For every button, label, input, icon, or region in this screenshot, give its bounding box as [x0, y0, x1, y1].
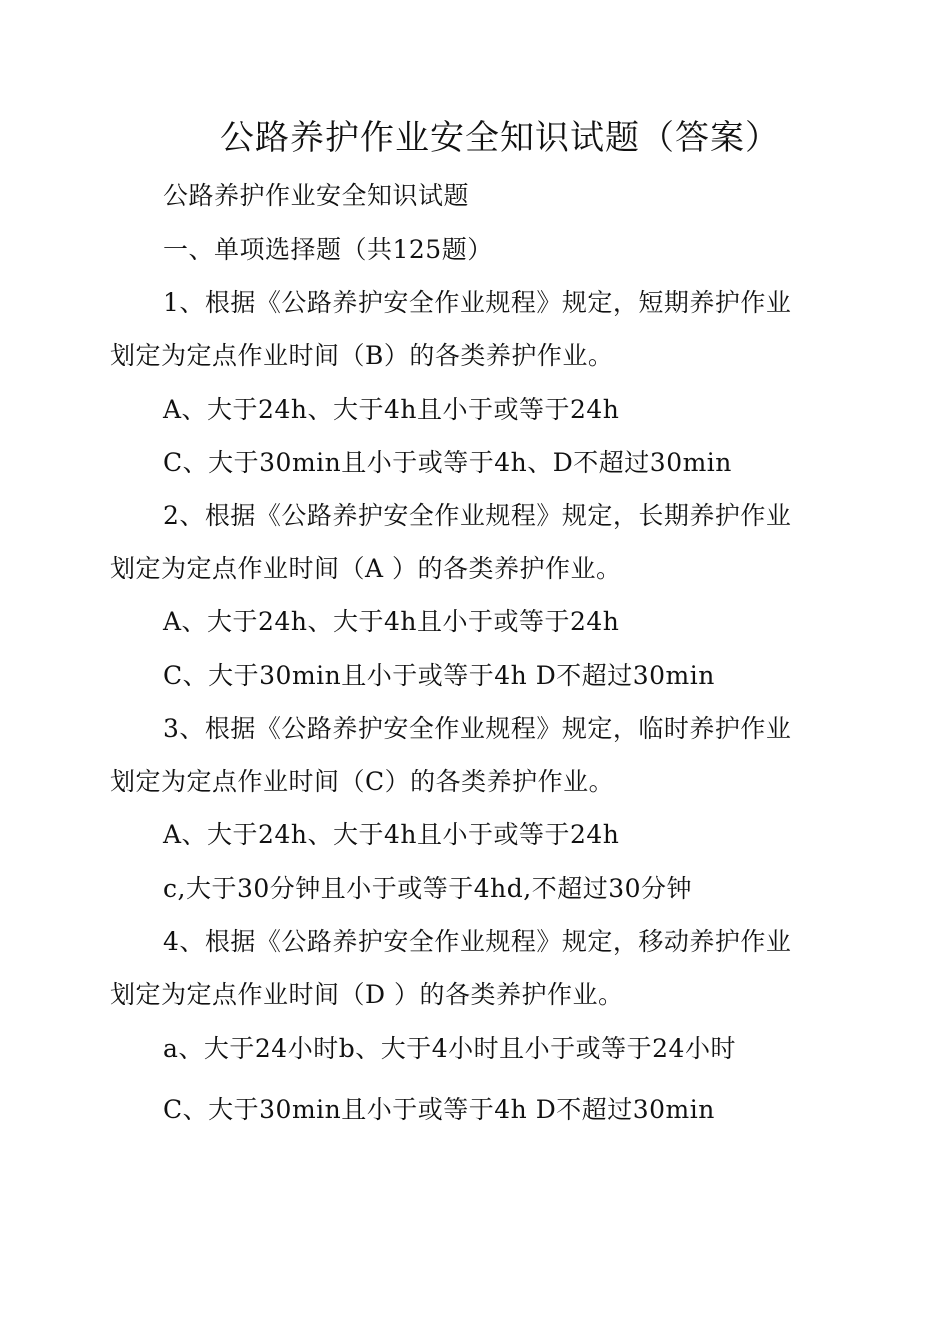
question-2-option-a: A、大于24h、大于4h且小于或等于24h	[163, 607, 620, 636]
question-2-line-1: 2、根据《公路养护安全作业规程》规定，长期养护作业	[163, 501, 792, 530]
question-2-line-2: 划定为定点作业时间（A ）的各类养护作业。	[110, 554, 622, 583]
question-3-line-2: 划定为定点作业时间（C）的各类养护作业。	[110, 767, 615, 796]
section-heading: 一、单项选择题（共125题）	[163, 235, 493, 264]
question-1-option-a: A、大于24h、大于4h且小于或等于24h	[163, 395, 620, 424]
question-1-line-1: 1、根据《公路养护安全作业规程》规定，短期养护作业	[163, 288, 792, 317]
question-3-line-1: 3、根据《公路养护安全作业规程》规定，临时养护作业	[163, 714, 792, 743]
question-3-option-c: c,大于30分钟且小于或等于4hd,不超过30分钟	[163, 874, 693, 903]
question-4-option-a: a、大于24小时b、大于4小时且小于或等于24小时	[163, 1034, 736, 1063]
document-title: 公路养护作业安全知识试题（答案）	[220, 118, 780, 158]
question-4-line-2: 划定为定点作业时间（D ）的各类养护作业。	[110, 980, 624, 1009]
question-4-option-c: C、大于30min且小于或等于4h D不超过30min	[163, 1095, 715, 1124]
question-3-option-a: A、大于24h、大于4h且小于或等于24h	[163, 820, 620, 849]
question-2-option-c: C、大于30min且小于或等于4h D不超过30min	[163, 661, 715, 690]
document-subtitle: 公路养护作业安全知识试题	[163, 181, 470, 210]
question-1-option-c: C、大于30min且小于或等于4h、D不超过30min	[163, 448, 732, 477]
question-1-line-2: 划定为定点作业时间（B）的各类养护作业。	[110, 341, 614, 370]
question-4-line-1: 4、根据《公路养护安全作业规程》规定，移动养护作业	[163, 927, 792, 956]
